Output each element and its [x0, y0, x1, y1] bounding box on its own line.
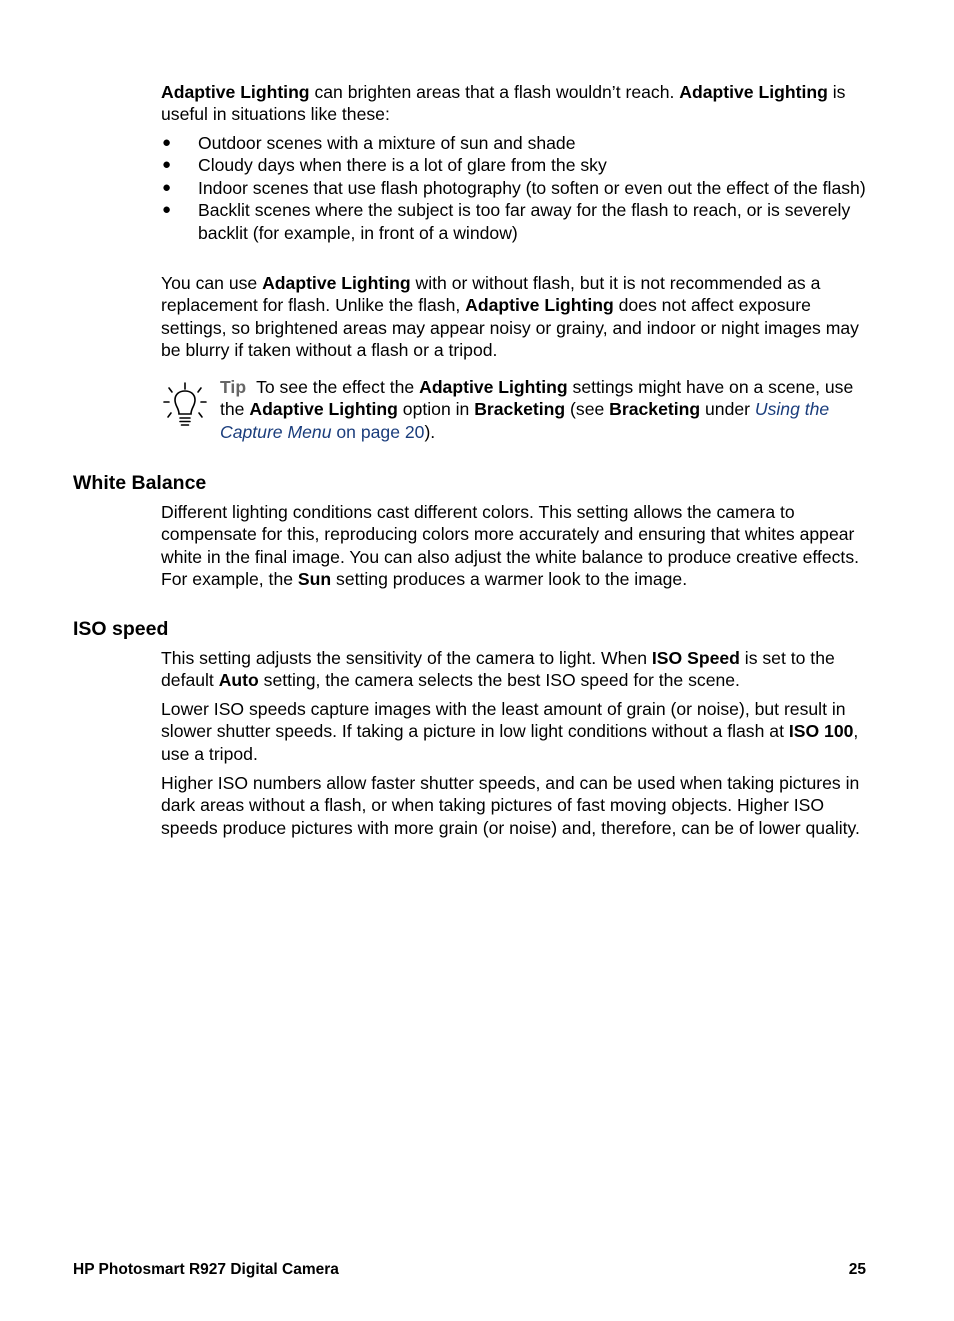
intro-bold-2: Adaptive Lighting [679, 82, 828, 102]
text-run: does not affect exposure settings, so brightened areas may appear noisy or grainy, and indoor or night images may be blurry if taken without a flash or a tripod. [161, 295, 859, 361]
text-run: ). [424, 421, 436, 442]
link-title[interactable]: Using the Capture Menu [220, 399, 830, 442]
iso-paragraph-3: Higher ISO numbers allow faster shutter speeds, and can be used when taking pictures in dark areas without a flash, or when taking pictures of fast moving objects. Higher ISO speeds produce pictures with more grain (or noise) and, therefore, can be of lower quality. [161, 773, 860, 838]
list-item [161, 177, 871, 199]
intro-bold-1: Adaptive Lighting [161, 82, 310, 102]
bold-run: Adaptive Lighting [465, 295, 614, 316]
intro-text-1: can brighten areas that a flash wouldn’t reach. [309, 82, 680, 102]
footer-title: HP Photosmart R927 Digital Camera [73, 1261, 339, 1278]
page-number: 25 [848, 1261, 866, 1278]
intro-paragraph [161, 81, 871, 126]
text-run: option in [397, 399, 475, 420]
text-run: settings might have on a scene, use the [220, 377, 854, 420]
bold-run: Bracketing [609, 399, 701, 420]
text-run: (see [565, 399, 610, 420]
iso-paragraph-1 [161, 647, 871, 692]
iso-speed-heading: ISO speed [73, 618, 169, 640]
list-item-text: Outdoor scenes with a mixture of sun and shade [198, 133, 576, 153]
bold-run: Auto [218, 670, 259, 691]
bold-run: Sun [297, 569, 332, 590]
link-page[interactable]: on page 20 [331, 421, 425, 442]
text-run: You can use [161, 273, 263, 293]
bold-run: Adaptive Lighting [249, 399, 398, 420]
text-run: This setting adjusts the sensitivity of the camera to light. When [161, 648, 652, 668]
white-balance-paragraph [161, 501, 871, 591]
tip-paragraph [220, 376, 870, 443]
bold-run: Adaptive Lighting [419, 377, 568, 397]
list-item [161, 199, 871, 244]
text-run: Different lighting conditions cast different colors. This setting allows the camera to compensate for this, reproducing colors more accurately and ensuring that whites appear white in the final image. You can also adjust the white balance to produce creative effects. For example, the [161, 502, 860, 590]
text-run: setting, the camera selects the best ISO speed for the scene. [258, 670, 740, 691]
bold-run: Bracketing [474, 399, 566, 420]
bold-run: ISO Speed [651, 648, 740, 668]
situations-list [161, 132, 871, 244]
bullet-icon: ● [162, 134, 172, 151]
list-item [161, 132, 871, 154]
bullet-icon: ● [162, 178, 172, 196]
bold-run: ISO 100 [788, 721, 854, 742]
white-balance-heading: White Balance [73, 472, 207, 494]
flash-paragraph [161, 272, 871, 362]
text-run: Lower ISO speeds capture images with the least amount of grain (or noise), but result in slower shutter speeds. If taking a picture in low light conditions without a flash at [161, 699, 846, 742]
iso-paragraph-2 [161, 698, 871, 765]
tip-label: Tip [220, 377, 247, 397]
text-run: under [700, 399, 755, 420]
list-item-text: Backlit scenes where the subject is too far away for the flash to reach, or is severely backlit (for example, in front of a window) [198, 200, 851, 243]
page-footer [73, 1259, 866, 1281]
list-item-text: Indoor scenes that use flash photography (to soften or even out the effect of the flash) [198, 177, 866, 198]
text-run: with or without flash, but it is not recommended as a replacement for flash. Unlike the flash, [161, 273, 821, 316]
lightbulb-icon [163, 380, 207, 428]
intro-text-2: is useful in situations like these: [161, 82, 846, 125]
text-run: setting produces a warmer look to the image. [331, 569, 688, 590]
text-run: , use a tripod. [161, 721, 859, 764]
text-run: To see the effect the [256, 377, 420, 397]
text-run: is set to the default [161, 648, 835, 691]
bullet-icon: ● [162, 156, 172, 174]
bold-run: Adaptive Lighting [262, 273, 411, 293]
bullet-icon: ● [162, 201, 172, 219]
list-item [161, 154, 871, 176]
list-item-text: Cloudy days when there is a lot of glare from the sky [198, 155, 607, 176]
